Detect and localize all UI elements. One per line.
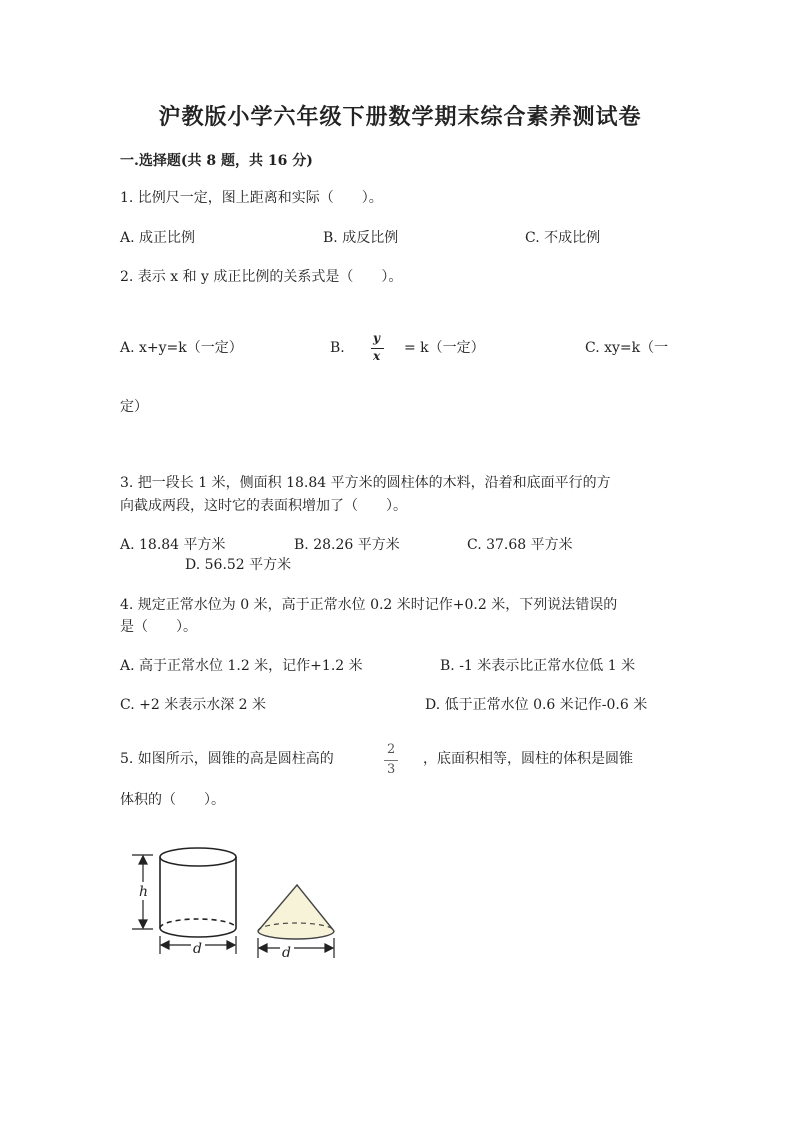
question-2-option-c[interactable]: C. xy=k（一 bbox=[585, 340, 669, 356]
cylinder-bottom-back bbox=[160, 919, 236, 928]
question-4-option-c[interactable]: C. +2 米表示水深 2 米 bbox=[120, 697, 267, 713]
question-4-option-b[interactable]: B. -1 米表示比正常水位低 1 米 bbox=[440, 658, 636, 674]
question-4-line-2: 是（ ）。 bbox=[120, 619, 197, 635]
question-2-option-b-prefix[interactable]: B. bbox=[330, 340, 345, 356]
page-title: 沪教版小学六年级下册数学期末综合素养测试卷 bbox=[158, 104, 642, 130]
question-2-fraction-numerator: y bbox=[373, 331, 380, 345]
question-5-fraction-numerator: 2 bbox=[387, 742, 396, 757]
cone-diameter-marker bbox=[258, 938, 334, 958]
question-1-option-c[interactable]: C. 不成比例 bbox=[525, 230, 601, 246]
cylinder-d-label: d bbox=[193, 941, 202, 957]
question-2-fraction-denominator: x bbox=[373, 349, 381, 363]
question-3-line-2: 向截成两段，这时它的表面积增加了（ ）。 bbox=[120, 498, 407, 514]
cylinder bbox=[160, 848, 236, 937]
question-3-line-1: 3. 把一段长 1 米，侧面积 18.84 平方米的圆柱体的木料，沿着和底面平行的方 bbox=[120, 475, 611, 491]
height-label: h bbox=[139, 884, 149, 900]
cylinder-cone-figure bbox=[125, 840, 355, 970]
question-3-option-c[interactable]: C. 37.68 平方米 bbox=[467, 537, 573, 553]
question-4-option-a[interactable]: A. 高于正常水位 1.2 米，记作+1.2 米 bbox=[120, 658, 363, 674]
question-5-line-1-post: ，底面积相等，圆柱的体积是圆锥 bbox=[423, 751, 633, 767]
question-5-fraction-denominator: 3 bbox=[387, 762, 396, 777]
question-5-fraction-bar bbox=[384, 760, 398, 761]
question-5-line-1-pre: 5. 如图所示，圆锥的高是圆柱高的 bbox=[120, 751, 334, 767]
question-1-option-b[interactable]: B. 成反比例 bbox=[323, 230, 399, 246]
question-3-option-a[interactable]: A. 18.84 平方米 bbox=[120, 537, 226, 553]
question-4-option-d[interactable]: D. 低于正常水位 0.6 米记作-0.6 米 bbox=[425, 697, 648, 713]
cylinder-bottom-front bbox=[160, 928, 236, 937]
question-2-option-b-suffix: = k（一定） bbox=[404, 340, 485, 356]
section-heading: 一.选择题(共 8 题，共 16 分) bbox=[120, 153, 313, 169]
question-3-option-d[interactable]: D. 56.52 平方米 bbox=[185, 557, 292, 573]
cylinder-top-ellipse bbox=[160, 848, 236, 866]
question-1-stem: 1. 比例尺一定，图上距离和实际（ ）。 bbox=[120, 190, 383, 206]
question-4-line-1: 4. 规定正常水位为 0 米，高于正常水位 0.2 米时记作+0.2 米，下列说法错误的 bbox=[120, 597, 618, 613]
question-2-option-a[interactable]: A. x+y=k（一定） bbox=[120, 340, 243, 356]
question-5-line-2: 体积的（ ）。 bbox=[120, 792, 225, 808]
cone bbox=[258, 885, 334, 939]
question-2-stem: 2. 表示 x 和 y 成正比例的关系式是（ ）。 bbox=[120, 269, 403, 285]
question-1-option-a[interactable]: A. 成正比例 bbox=[120, 230, 196, 246]
question-3-option-b[interactable]: B. 28.26 平方米 bbox=[294, 537, 400, 553]
question-2-option-c-wrap: 定） bbox=[120, 399, 148, 415]
cone-d-label: d bbox=[282, 945, 291, 961]
